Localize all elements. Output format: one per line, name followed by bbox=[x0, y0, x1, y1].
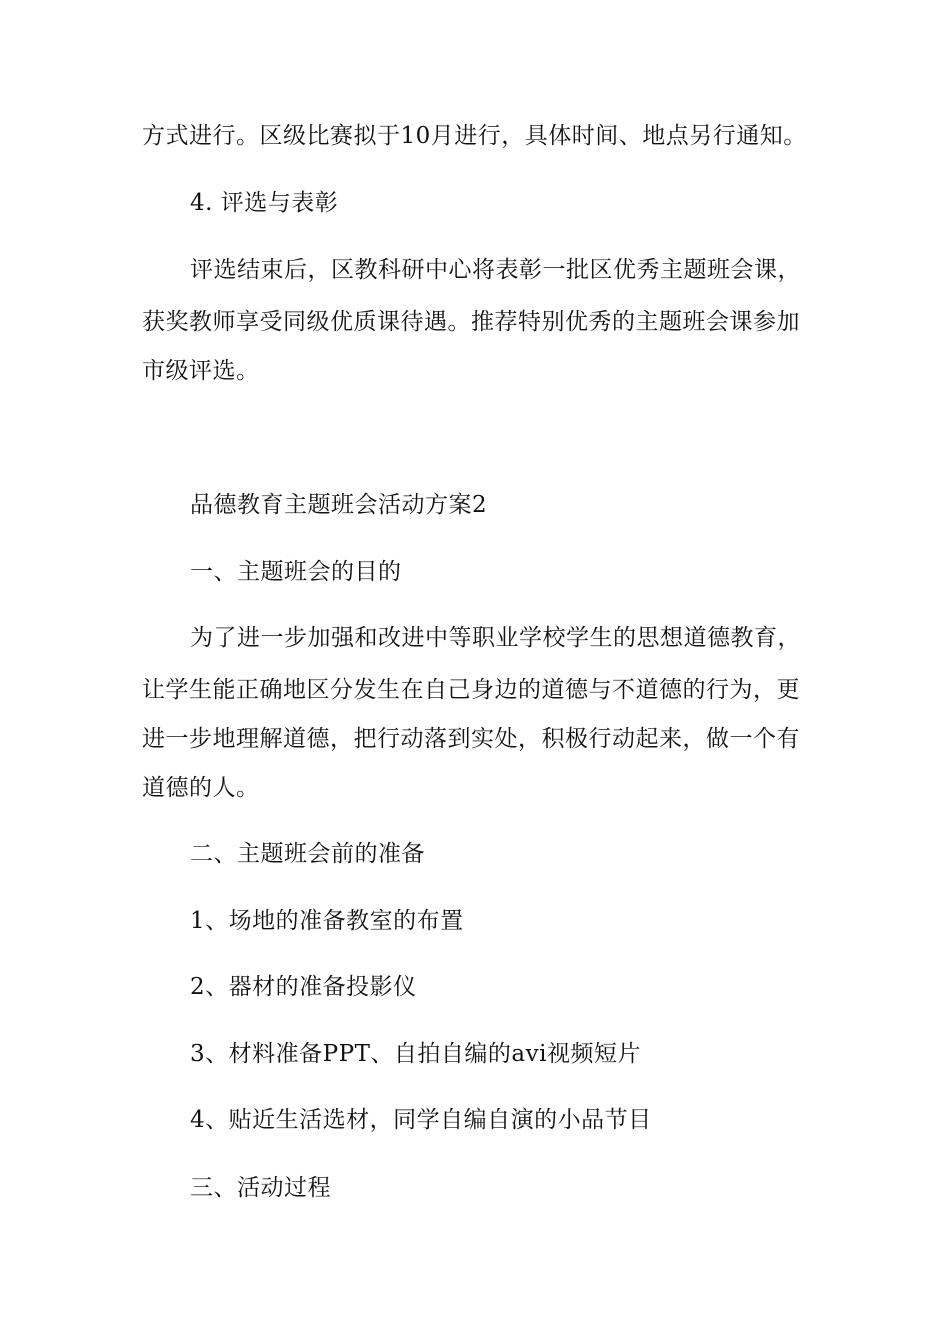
paragraph-line: 市级评选。 bbox=[142, 358, 260, 384]
paragraph-line: 方式进行。区级比赛拟于10月进行，具体时间、地点另行通知。 bbox=[142, 123, 807, 149]
section-heading: 三、活动过程 bbox=[190, 1175, 331, 1201]
paragraph-line: 获奖教师享受同级优质课待遇。推荐特别优秀的主题班会课参加 bbox=[142, 309, 800, 335]
document-title: 品德教育主题班会活动方案2 bbox=[190, 492, 488, 518]
list-item: 3、材料准备PPT、自拍自编的avi视频短片 bbox=[190, 1041, 641, 1067]
list-item: 4、贴近生活选材，同学自编自演的小品节目 bbox=[190, 1107, 652, 1133]
paragraph-line: 评选结束后，区教科研中心将表彰一批区优秀主题班会课， bbox=[190, 257, 801, 283]
list-item: 2、器材的准备投影仪 bbox=[190, 974, 417, 1000]
paragraph-line: 道德的人。 bbox=[142, 775, 260, 801]
section-heading: 一、主题班会的目的 bbox=[190, 559, 402, 585]
section-heading: 4. 评选与表彰 bbox=[190, 190, 339, 216]
section-heading: 二、主题班会前的准备 bbox=[190, 841, 425, 867]
paragraph-line: 让学生能正确地区分发生在自己身边的道德与不道德的行为，更 bbox=[142, 677, 800, 703]
list-item: 1、场地的准备教室的布置 bbox=[190, 908, 464, 934]
paragraph-line: 为了进一步加强和改进中等职业学校学生的思想道德教育， bbox=[190, 625, 801, 651]
paragraph-line: 进一步地理解道德，把行动落到实处，积极行动起来，做一个有 bbox=[142, 726, 800, 752]
